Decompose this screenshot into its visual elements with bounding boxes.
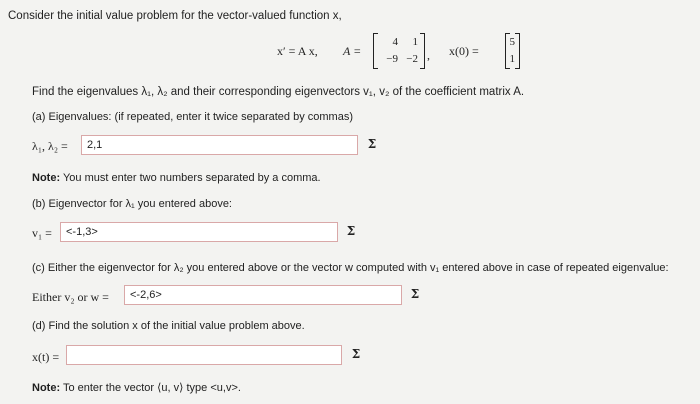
final-note	[32, 381, 241, 394]
part-c-heading: (c) Either the eigenvector for λ₂ you entered above or the vector w computed with v₁ entered above in case of repeated eigenvalue:	[32, 262, 669, 274]
eigenvector-1-label: v₁ =	[32, 226, 52, 240]
x0-label: x(0) =	[449, 44, 479, 58]
eigenvalues-input[interactable]: 2,1	[81, 135, 358, 155]
equation-editor-sigma-icon[interactable]: Σ	[367, 137, 377, 151]
final-note-label: Note:	[32, 382, 61, 394]
part-d-heading: (d) Find the solution x of the initial value problem above.	[32, 320, 305, 332]
comma: ,	[427, 48, 430, 62]
part-a-heading: (a) Eigenvalues: (if repeated, enter it twice separated by commas)	[32, 111, 353, 123]
equation-editor-sigma-icon[interactable]: Σ	[410, 287, 420, 301]
matrix-a-label: A =	[343, 44, 362, 58]
eigenvalues-label: λ₁, λ₂ =	[32, 139, 68, 153]
matrix-a12: 1	[412, 36, 418, 48]
matrix-a22: −2	[406, 53, 418, 65]
eigenvector-2-label: Either v₂ or w =	[32, 290, 109, 304]
final-note-text: To enter the vector ⟨u, v⟩ type <u,v>.	[60, 382, 241, 394]
matrix-a11: 4	[392, 36, 398, 48]
part-a-note	[32, 172, 321, 184]
intro-text: Consider the initial value problem for the vector-valued function x,	[8, 10, 342, 22]
matrix-right-bracket	[420, 33, 425, 69]
matrix-a21: −9	[386, 53, 398, 65]
eigenvector-2-input[interactable]: <-2,6>	[124, 285, 402, 305]
eigenvector-1-input[interactable]: <-1,3>	[60, 222, 338, 242]
part-b-heading: (b) Eigenvector for λ₁ you entered above:	[32, 198, 232, 210]
solution-label: x(t) =	[32, 350, 60, 364]
note-label: Note:	[32, 172, 61, 184]
find-text: Find the eigenvalues λ₁, λ₂ and their corresponding eigenvectors v₁, v₂ of the coefficient matrix A.	[32, 86, 525, 98]
x0-1: 5	[509, 36, 515, 48]
matrix-left-bracket	[373, 33, 378, 69]
x0-2: 1	[509, 53, 515, 65]
solution-input[interactable]	[66, 345, 342, 365]
note-text: You must enter two numbers separated by a comma.	[60, 172, 321, 184]
equation-lhs: x′ = A x,	[277, 44, 318, 58]
equation-editor-sigma-icon[interactable]: Σ	[346, 224, 356, 238]
equation-editor-sigma-icon[interactable]: Σ	[351, 347, 361, 361]
x0-right-bracket	[515, 33, 520, 69]
